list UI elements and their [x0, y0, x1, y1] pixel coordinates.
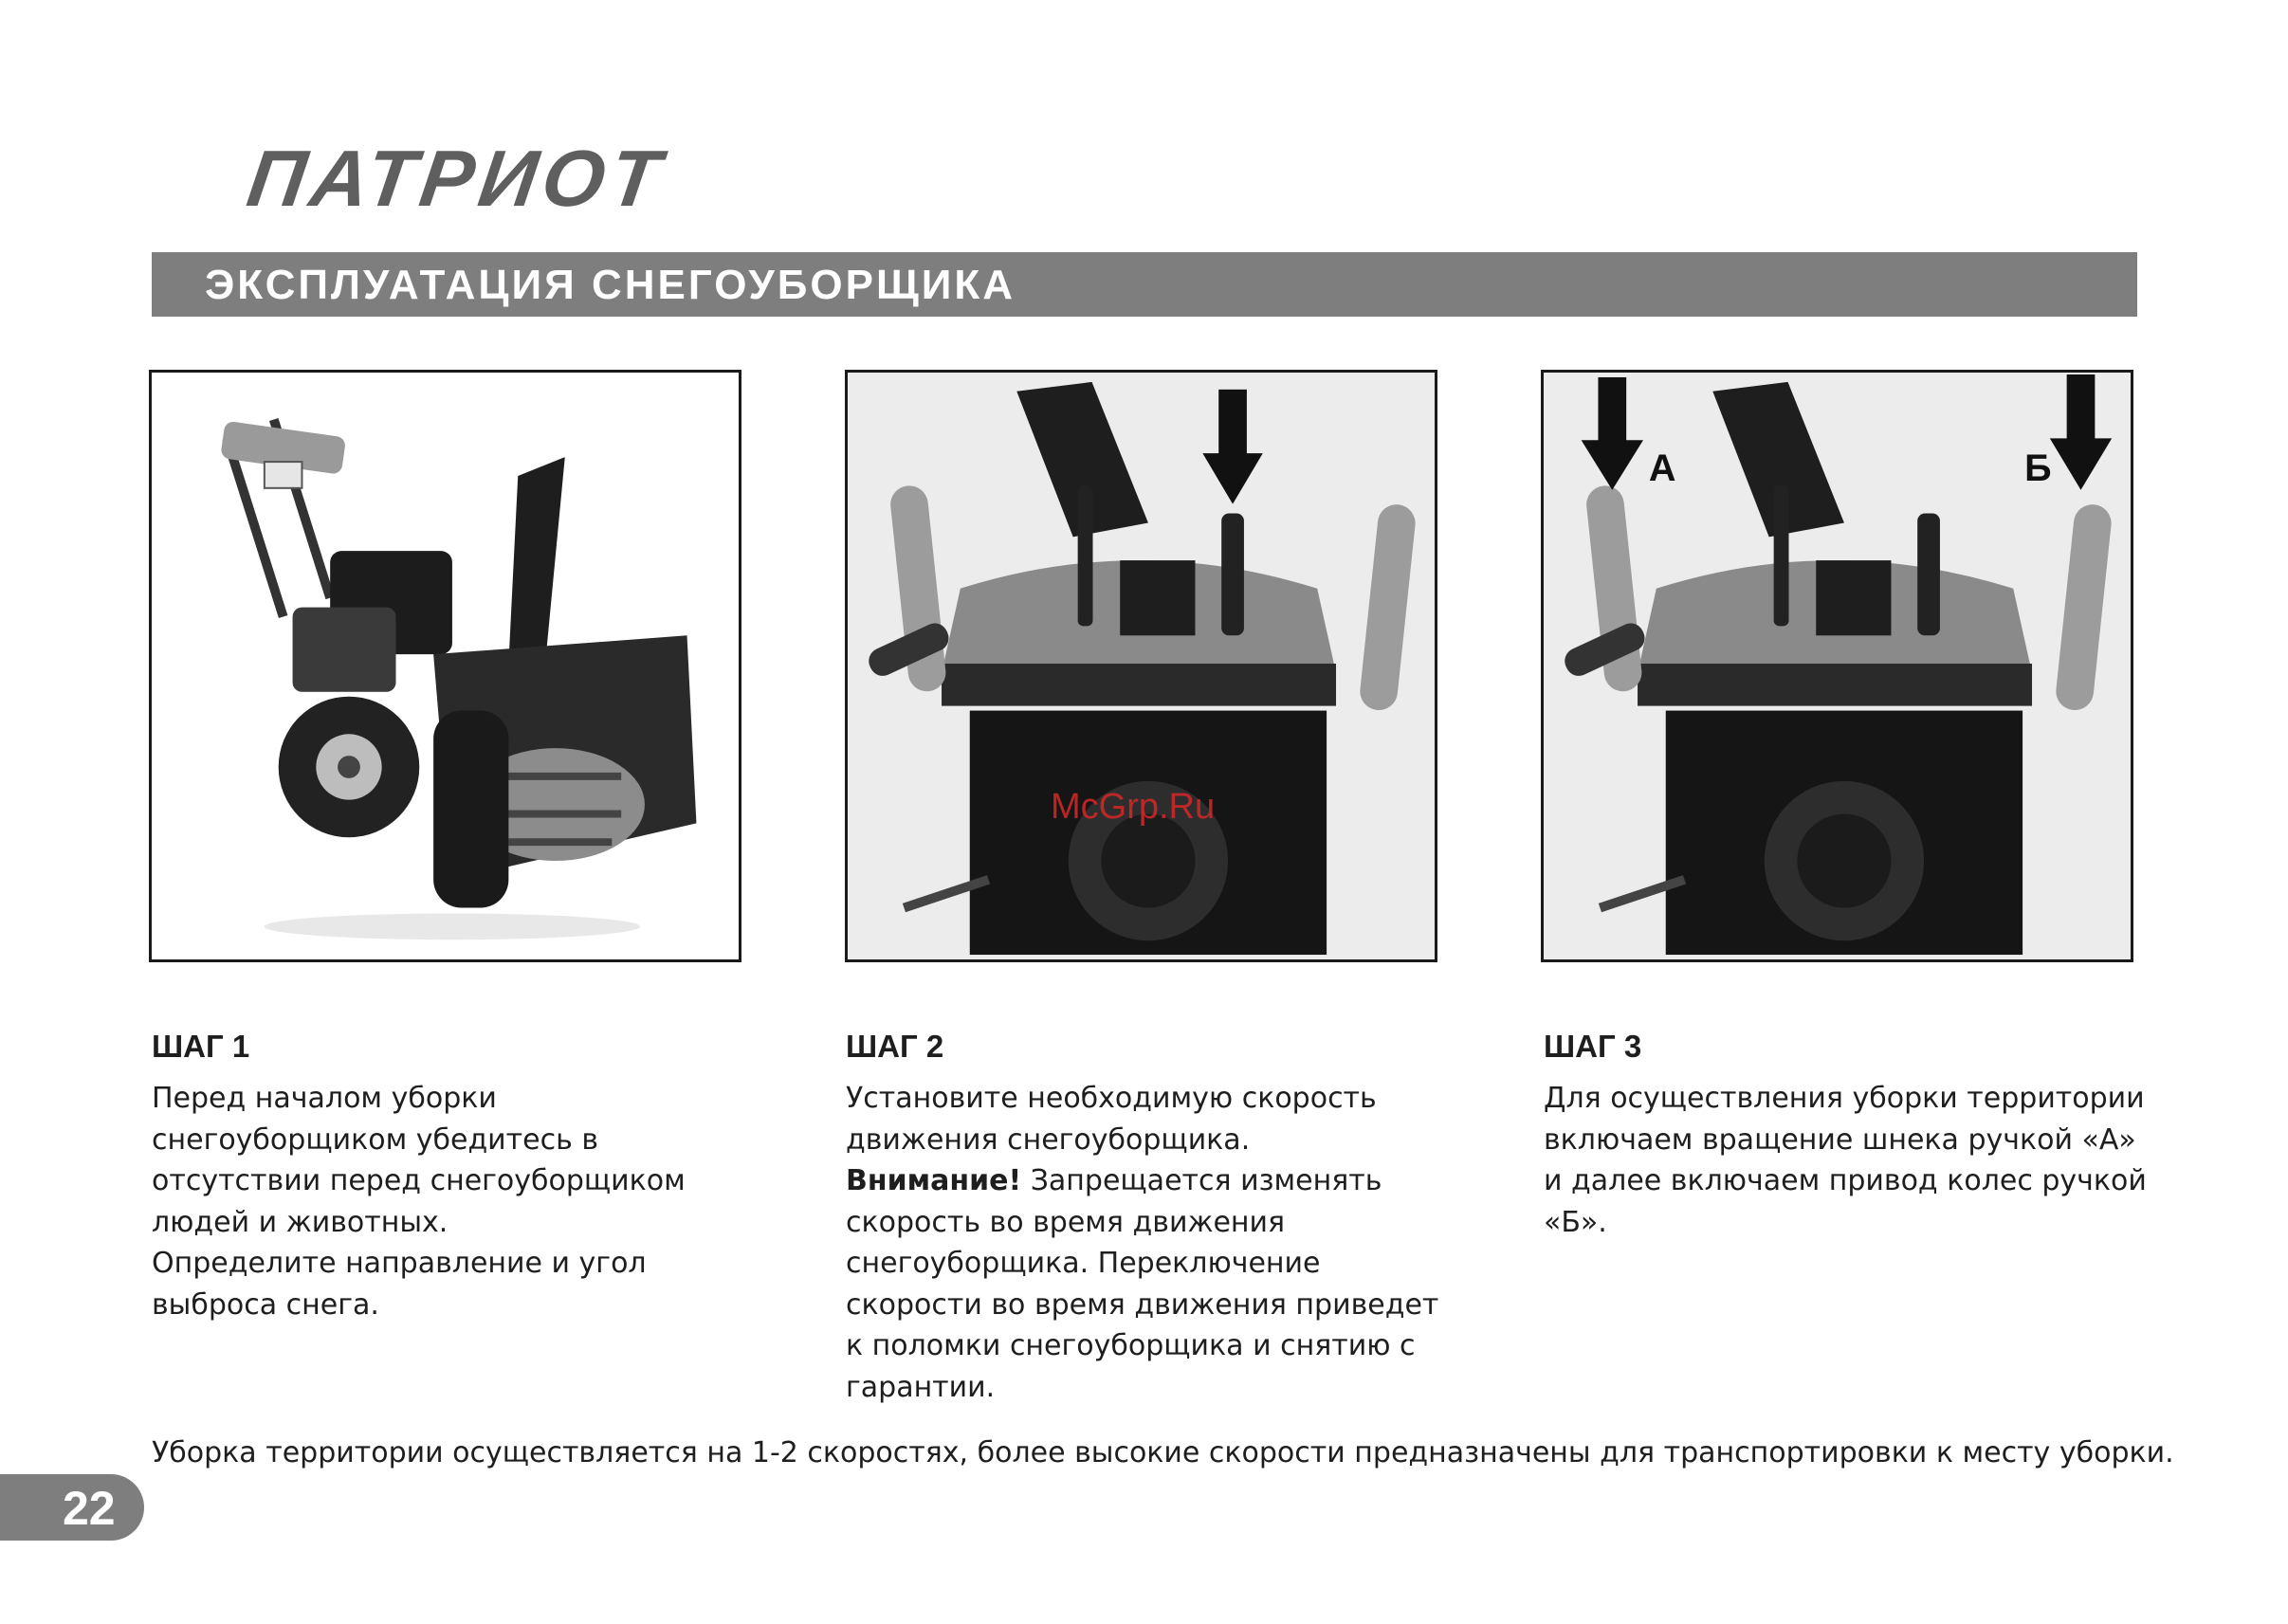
control-panel-illustration — [848, 373, 1435, 959]
warning-label: Внимание! — [846, 1164, 1022, 1197]
watermark: McGrp.Ru — [1051, 787, 1216, 827]
step2-warning-line — [846, 1160, 1453, 1202]
step1-line: Определите направление и угол — [152, 1247, 647, 1280]
step3-title: ШАГ 3 — [1544, 1029, 1642, 1064]
step1-line: отсутствии перед снегоуборщиком — [152, 1164, 686, 1197]
step1-line: Перед началом уборки — [152, 1082, 497, 1115]
step3-line: и далее включаем привод колес ручкой — [1544, 1164, 2147, 1197]
step1-title: ШАГ 1 — [152, 1029, 250, 1064]
step2-line: скорости во время движения приведет — [846, 1287, 1439, 1322]
step1-line: снегоуборщиком убедитесь в — [152, 1122, 599, 1157]
step2-line: гарантии. — [846, 1370, 996, 1404]
step1-line: людей и животных. — [152, 1205, 448, 1239]
warning-text: Запрещается изменять — [1021, 1164, 1382, 1197]
photo-control-panel-handles — [1541, 370, 2133, 962]
step3-line: включаем вращение шнека ручкой «А» — [1544, 1122, 2136, 1157]
label-b: Б — [2024, 447, 2052, 489]
step2-line: снегоуборщика. Переключение — [846, 1247, 1321, 1280]
section-title: ЭКСПЛУАТАЦИЯ СНЕГОУБОРЩИКА — [205, 262, 1016, 308]
brand-logo: ПАТРИОТ — [242, 134, 671, 223]
control-panel-handles-illustration — [1544, 373, 2131, 959]
footnote: Уборка территории осуществляется на 1-2 скоростях, более высокие скорости предназначены для транспортировки к месту уборки. — [152, 1436, 2174, 1469]
label-a: А — [1648, 447, 1676, 489]
photo-control-panel-speed — [845, 370, 1437, 962]
step1-line: выброса снега. — [152, 1287, 379, 1322]
step2-line: движения снегоуборщика. — [846, 1122, 1251, 1157]
photo-snowblower — [149, 370, 741, 962]
page-number: 22 — [63, 1482, 116, 1535]
page-number-tab — [0, 1474, 144, 1541]
step2-text — [846, 1078, 1453, 1408]
section-banner — [152, 252, 2137, 317]
snowblower-illustration — [152, 373, 739, 959]
step3-line: Для осуществления уборки территории — [1544, 1082, 2145, 1115]
step2-line: к поломки снегоуборщика и снятию с — [846, 1329, 1416, 1362]
step1-text — [152, 1078, 759, 1325]
step3-line: «Б». — [1544, 1205, 1607, 1239]
step2-line: Установите необходимую скорость — [846, 1082, 1377, 1115]
step3-text — [1544, 1078, 2151, 1243]
step2-line: скорость во время движения — [846, 1205, 1286, 1239]
step2-title: ШАГ 2 — [846, 1029, 944, 1064]
